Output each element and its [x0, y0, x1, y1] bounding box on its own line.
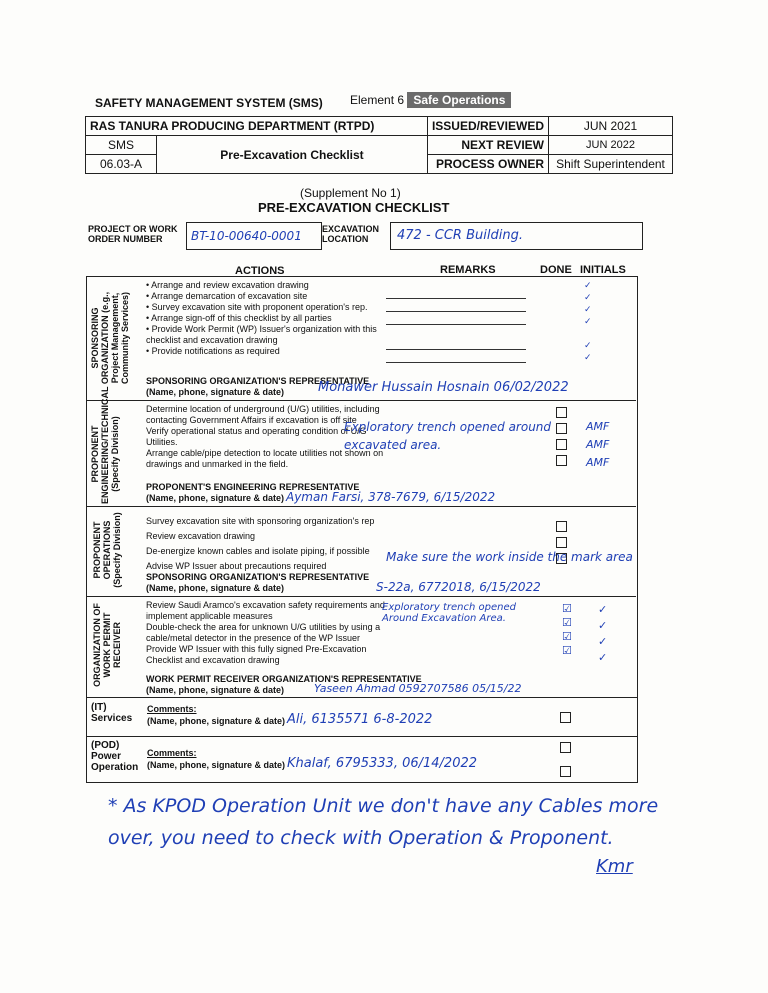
done-checkbox[interactable] [560, 712, 571, 723]
action-item: • Provide Work Permit (WP) Issuer's organization with this checklist and excavation drawing [146, 324, 377, 345]
remarks-value: Exploratory trench opened around excavated area. [344, 420, 552, 452]
initials-marks: ✓ ✓ ✓ ✓ [598, 603, 608, 664]
sms-label: SMS [86, 136, 157, 155]
element-number: Element 6 [350, 93, 405, 107]
section-label: PROPONENT ENGINEERING/TECHNICAL (Specify Division) [90, 386, 120, 504]
sig-label: (Name, phone, signature & date) [147, 716, 286, 726]
header-table [85, 116, 673, 174]
department: RAS TANURA PRODUCING DEPARTMENT (RTPD) [86, 117, 428, 136]
done-checkbox[interactable] [560, 742, 571, 753]
remarks-value: Make sure the work inside the mark area [386, 550, 633, 564]
process-owner-label: PROCESS OWNER [427, 155, 548, 174]
done-checkboxes [556, 406, 567, 470]
action-item: • Arrange demarcation of excavation site [146, 291, 308, 301]
issued-value: JUN 2021 [549, 117, 673, 136]
project-number-field[interactable]: BT-10-00640-0001 [186, 222, 322, 250]
done-checkbox[interactable] [556, 439, 567, 450]
section-sponsoring [86, 276, 636, 401]
handwritten-note: * As KPOD Operation Unit we don't have any Cables more over, you need to check with Operation & Proponent. [108, 795, 659, 849]
sig-value: S-22a, 6772018, 6/15/2022 [376, 580, 541, 594]
col-initials: INITIALS [580, 264, 626, 276]
action-item: • Survey excavation site with proponent operation's rep. [146, 302, 368, 312]
section-proponent-operations [86, 506, 636, 597]
col-done: DONE [540, 264, 572, 276]
section-label: ORGANIZATION OF WORK PERMIT RECEIVER [92, 603, 122, 687]
action-item: Provide WP Issuer with this fully signed Pre-Excavation Checklist and excavation drawing [146, 644, 367, 665]
sig-label: (Name, phone, signature & date) [146, 685, 285, 695]
sig-value: Monawer Hussain Hosnain 06/02/2022 [318, 380, 569, 395]
next-review-value: JUN 2022 [549, 136, 673, 155]
remarks-value: Exploratory trench opened Around Excavation Area. [382, 602, 516, 624]
service-label: (POD) Power Operation [91, 740, 139, 773]
signature-mark: Kmr [596, 856, 633, 877]
service-label: (IT) Services [91, 702, 133, 724]
location-field[interactable]: 472 - CCR Building. [390, 222, 643, 250]
action-item: Arrange cable/pipe detection to locate utilities not shown on drawings and unmarked in the field. [146, 448, 384, 469]
section-label: PROPONENT OPERATIONS (Specify Division) [92, 512, 122, 588]
system-title: SAFETY MANAGEMENT SYSTEM (SMS) [95, 96, 323, 110]
action-item: Double-check the area for unknown U/G utilities by using a cable/metal detector in the presence of the WP Issuer [146, 622, 381, 643]
action-item: De-energize known cables and isolate piping, if possible [146, 546, 370, 556]
location-label: EXCAVATION LOCATION [322, 224, 380, 244]
action-list [146, 600, 386, 666]
initials-marks: AMF AMF AMF [586, 420, 610, 469]
remarks-line [386, 350, 526, 363]
action-item: • Arrange sign-off of this checklist by all parties [146, 313, 332, 323]
issued-label: ISSUED/REVIEWED [427, 117, 548, 136]
it-services-row [86, 696, 638, 737]
sig-value: Yaseen Ahmad 0592707586 05/15/22 [314, 682, 522, 695]
action-item: Review Saudi Aramco's excavation safety requirements and implement applicable measures [146, 600, 385, 621]
done-checkboxes [556, 520, 567, 568]
col-remarks: REMARKS [440, 264, 496, 276]
initials-marks: ✓ ✓ ✓ ✓ ✓ ✓ [584, 281, 592, 363]
action-item: Determine location of underground (U/G) utilities, including contacting Government Affairs if excavation is off site [146, 404, 380, 425]
action-item: Survey excavation site with sponsoring organization's rep [146, 516, 375, 526]
rep-label: PROPONENT'S ENGINEERING REPRESENTATIVE [146, 482, 360, 492]
sig-label: (Name, phone, signature & date) [147, 760, 286, 770]
comments-label: Comments: [147, 704, 197, 714]
sig-value: Ayman Farsi, 378-7679, 6/15/2022 [286, 490, 496, 504]
next-review-label: NEXT REVIEW [427, 136, 548, 155]
done-checkbox[interactable] [560, 766, 571, 777]
action-list [146, 280, 384, 357]
section-wp-receiver [86, 596, 636, 696]
remarks-line [386, 325, 526, 350]
project-label: PROJECT OR WORK ORDER NUMBER [88, 224, 178, 244]
action-item: Verify operational status and operating condition of U/G Utilities. [146, 426, 367, 447]
remarks-lines [386, 286, 526, 363]
action-item: • Arrange and review excavation drawing [146, 280, 309, 290]
action-item: Review excavation drawing [146, 531, 256, 541]
col-actions: ACTIONS [235, 265, 285, 277]
done-checkbox[interactable] [556, 537, 567, 548]
pod-power-row [86, 736, 638, 783]
sig-label: (Name, phone, signature & date) [146, 387, 285, 397]
done-checkbox[interactable] [556, 455, 567, 466]
action-list [146, 514, 386, 574]
process-owner-value: Shift Superintendent [549, 155, 673, 174]
checklist-title: PRE-EXCAVATION CHECKLIST [258, 200, 450, 215]
sig-label: (Name, phone, signature & date) [146, 583, 285, 593]
sig-label: (Name, phone, signature & date) [146, 493, 285, 503]
sig-value: Khalaf, 6795333, 06/14/2022 [287, 756, 478, 771]
done-checkbox[interactable] [556, 553, 567, 564]
remarks-line [386, 286, 526, 299]
sig-value: Ali, 6135571 6-8-2022 [287, 712, 433, 727]
action-item: • Provide notifications as required [146, 346, 280, 356]
element-name: Safe Operations [407, 92, 511, 108]
document-title: Pre-Excavation Checklist [157, 136, 428, 174]
done-checkbox[interactable] [556, 521, 567, 532]
section-label: SPONSORING ORGANIZATION (e.g., Project Management, Community Services) [90, 291, 130, 385]
supplement: (Supplement No 1) [300, 186, 401, 200]
remarks-line [386, 299, 526, 312]
rep-label: SPONSORING ORGANIZATION'S REPRESENTATIVE [146, 572, 370, 582]
comments-label: Comments: [147, 748, 197, 758]
sms-code: 06.03-A [86, 155, 157, 174]
done-checkbox[interactable] [556, 407, 567, 418]
done-checkmarks: ☑ ☑ ☑ ☑ [562, 602, 572, 657]
action-item: Advise WP Issuer about precautions required [146, 561, 327, 571]
element-label [350, 93, 511, 107]
done-checkbox[interactable] [556, 423, 567, 434]
remarks-line [386, 312, 526, 325]
rep-label: SPONSORING ORGANIZATION'S REPRESENTATIVE [146, 376, 370, 386]
rep-label: WORK PERMIT RECEIVER ORGANIZATION'S REPRESENTATIVE [146, 674, 422, 684]
